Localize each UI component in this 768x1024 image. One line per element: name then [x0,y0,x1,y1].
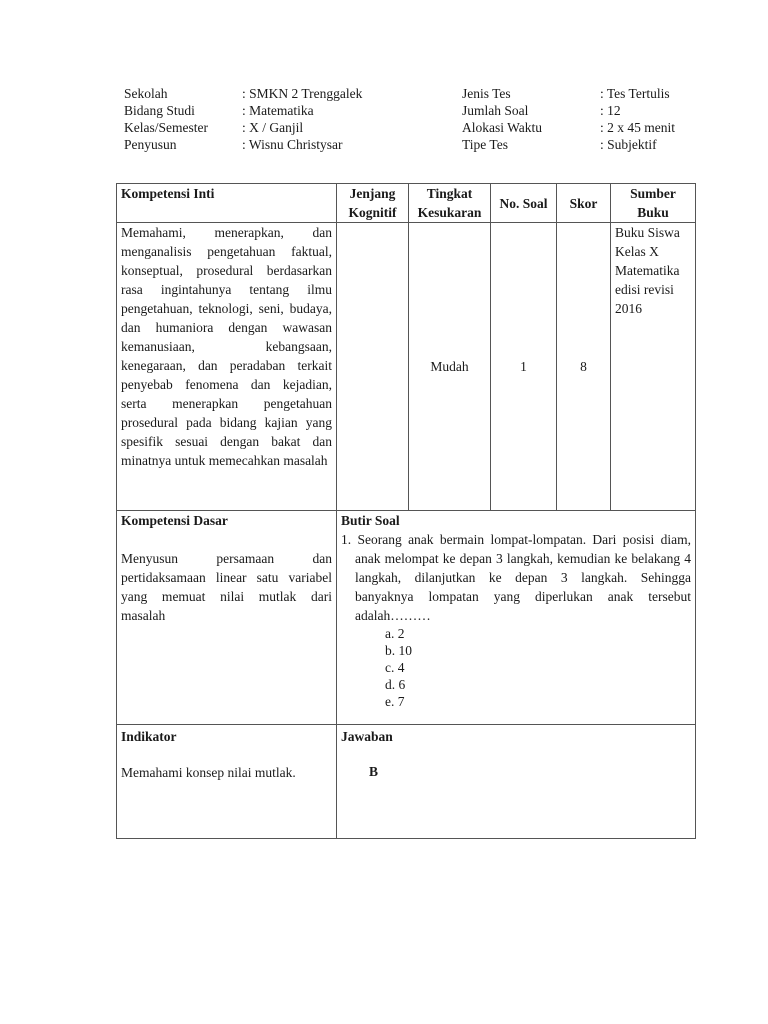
jawaban-header: Jawaban [341,729,393,744]
header-value: : X / Ganjil [242,120,304,135]
option-b: b. 10 [385,643,412,658]
kompetensi-dasar-text: Menyusun persamaan dan pertidaksamaan linear satu variabel yang memuat nilai mutlak dari masalah [121,551,332,623]
document-header [124,85,724,153]
header-row [124,136,724,153]
jawaban-cell [337,725,696,839]
header-row [124,119,724,136]
sumber-buku-value: Buku Siswa Kelas X Matematika edisi revisi 2016 [611,223,696,511]
header-jenjang-kognitif: Jenjang Kognitif [337,184,409,223]
header-label: Kelas/Semester [124,120,208,135]
header-label: Sekolah [124,86,168,101]
jawaban-value: B [369,764,379,779]
header-sumber-buku: Sumber Buku [611,184,696,223]
header-row [124,102,724,119]
header-value: : Matematika [242,103,314,118]
header-skor: Skor [557,184,611,223]
table-row [117,725,696,839]
header-label: Tipe Tes [462,137,508,152]
butir-soal-cell [337,511,696,725]
header-kompetensi-inti: Kompetensi Inti [117,184,337,223]
indikator-header: Indikator [121,729,177,744]
indikator-text: Memahami konsep nilai mutlak. [121,765,296,780]
header-label: Alokasi Waktu [462,120,543,135]
header-row [124,85,724,102]
option-a: a. 2 [385,626,405,641]
header-no-soal: No. Soal [491,184,557,223]
kompetensi-inti-text: Memahami, menerapkan, dan menganalisis pengetahuan faktual, konseptual, prosedural berdasarkan rasa ingintahunya tentang ilmu pengetahuan, teknologi, seni, budaya, dan humaniora dengan wawasan kemanusiaan, kebangsaan, kenegaraan, dan peradaban terkait penyebab fenomena dan kejadian, serta menerapkan pengetahuan prosedural pada bidang kajian yang spesifik sesuai dengan bakat dan minatnya untuk memecahkan masalah [117,223,337,511]
indikator-cell [117,725,337,839]
header-tingkat-kesukaran: Tingkat Kesukaran [409,184,491,223]
header-value: : 2 x 45 menit [600,120,675,135]
option-c: c. 4 [385,660,405,675]
tingkat-kesukaran-value: Mudah [409,223,491,511]
header-label: Jumlah Soal [462,103,529,118]
answer-options [341,625,691,710]
skor-value: 8 [557,223,611,511]
butir-soal-header: Butir Soal [341,513,400,528]
header-value: : Tes Tertulis [600,86,670,101]
question-card-table [116,183,696,839]
no-soal-value: 1 [491,223,557,511]
header-value: : SMKN 2 Trenggalek [242,86,363,101]
option-d: d. 6 [385,677,406,692]
header-value: : Subjektif [600,137,657,152]
kompetensi-dasar-cell [117,511,337,725]
kompetensi-dasar-header: Kompetensi Dasar [121,513,228,528]
table-row [117,223,696,511]
header-label: Jenis Tes [462,86,511,101]
header-value: : 12 [600,103,621,118]
header-label: Bidang Studi [124,103,195,118]
option-e: e. 7 [385,694,405,709]
table-header-row [117,184,696,223]
jenjang-kognitif-value [337,223,409,511]
question-text: 1. Seorang anak bermain lompat-lompatan. Dari posisi diam, anak melompat ke depan 3 langkah, kemudian ke belakang 4 langkah, dilanjutkan ke depan 3 langkah. Sehingga banyaknya lompatan yang diperlukan anak tersebut adalah……… [341,532,691,623]
header-label: Penyusun [124,137,177,152]
header-value: : Wisnu Christysar [242,137,343,152]
table-row [117,511,696,725]
